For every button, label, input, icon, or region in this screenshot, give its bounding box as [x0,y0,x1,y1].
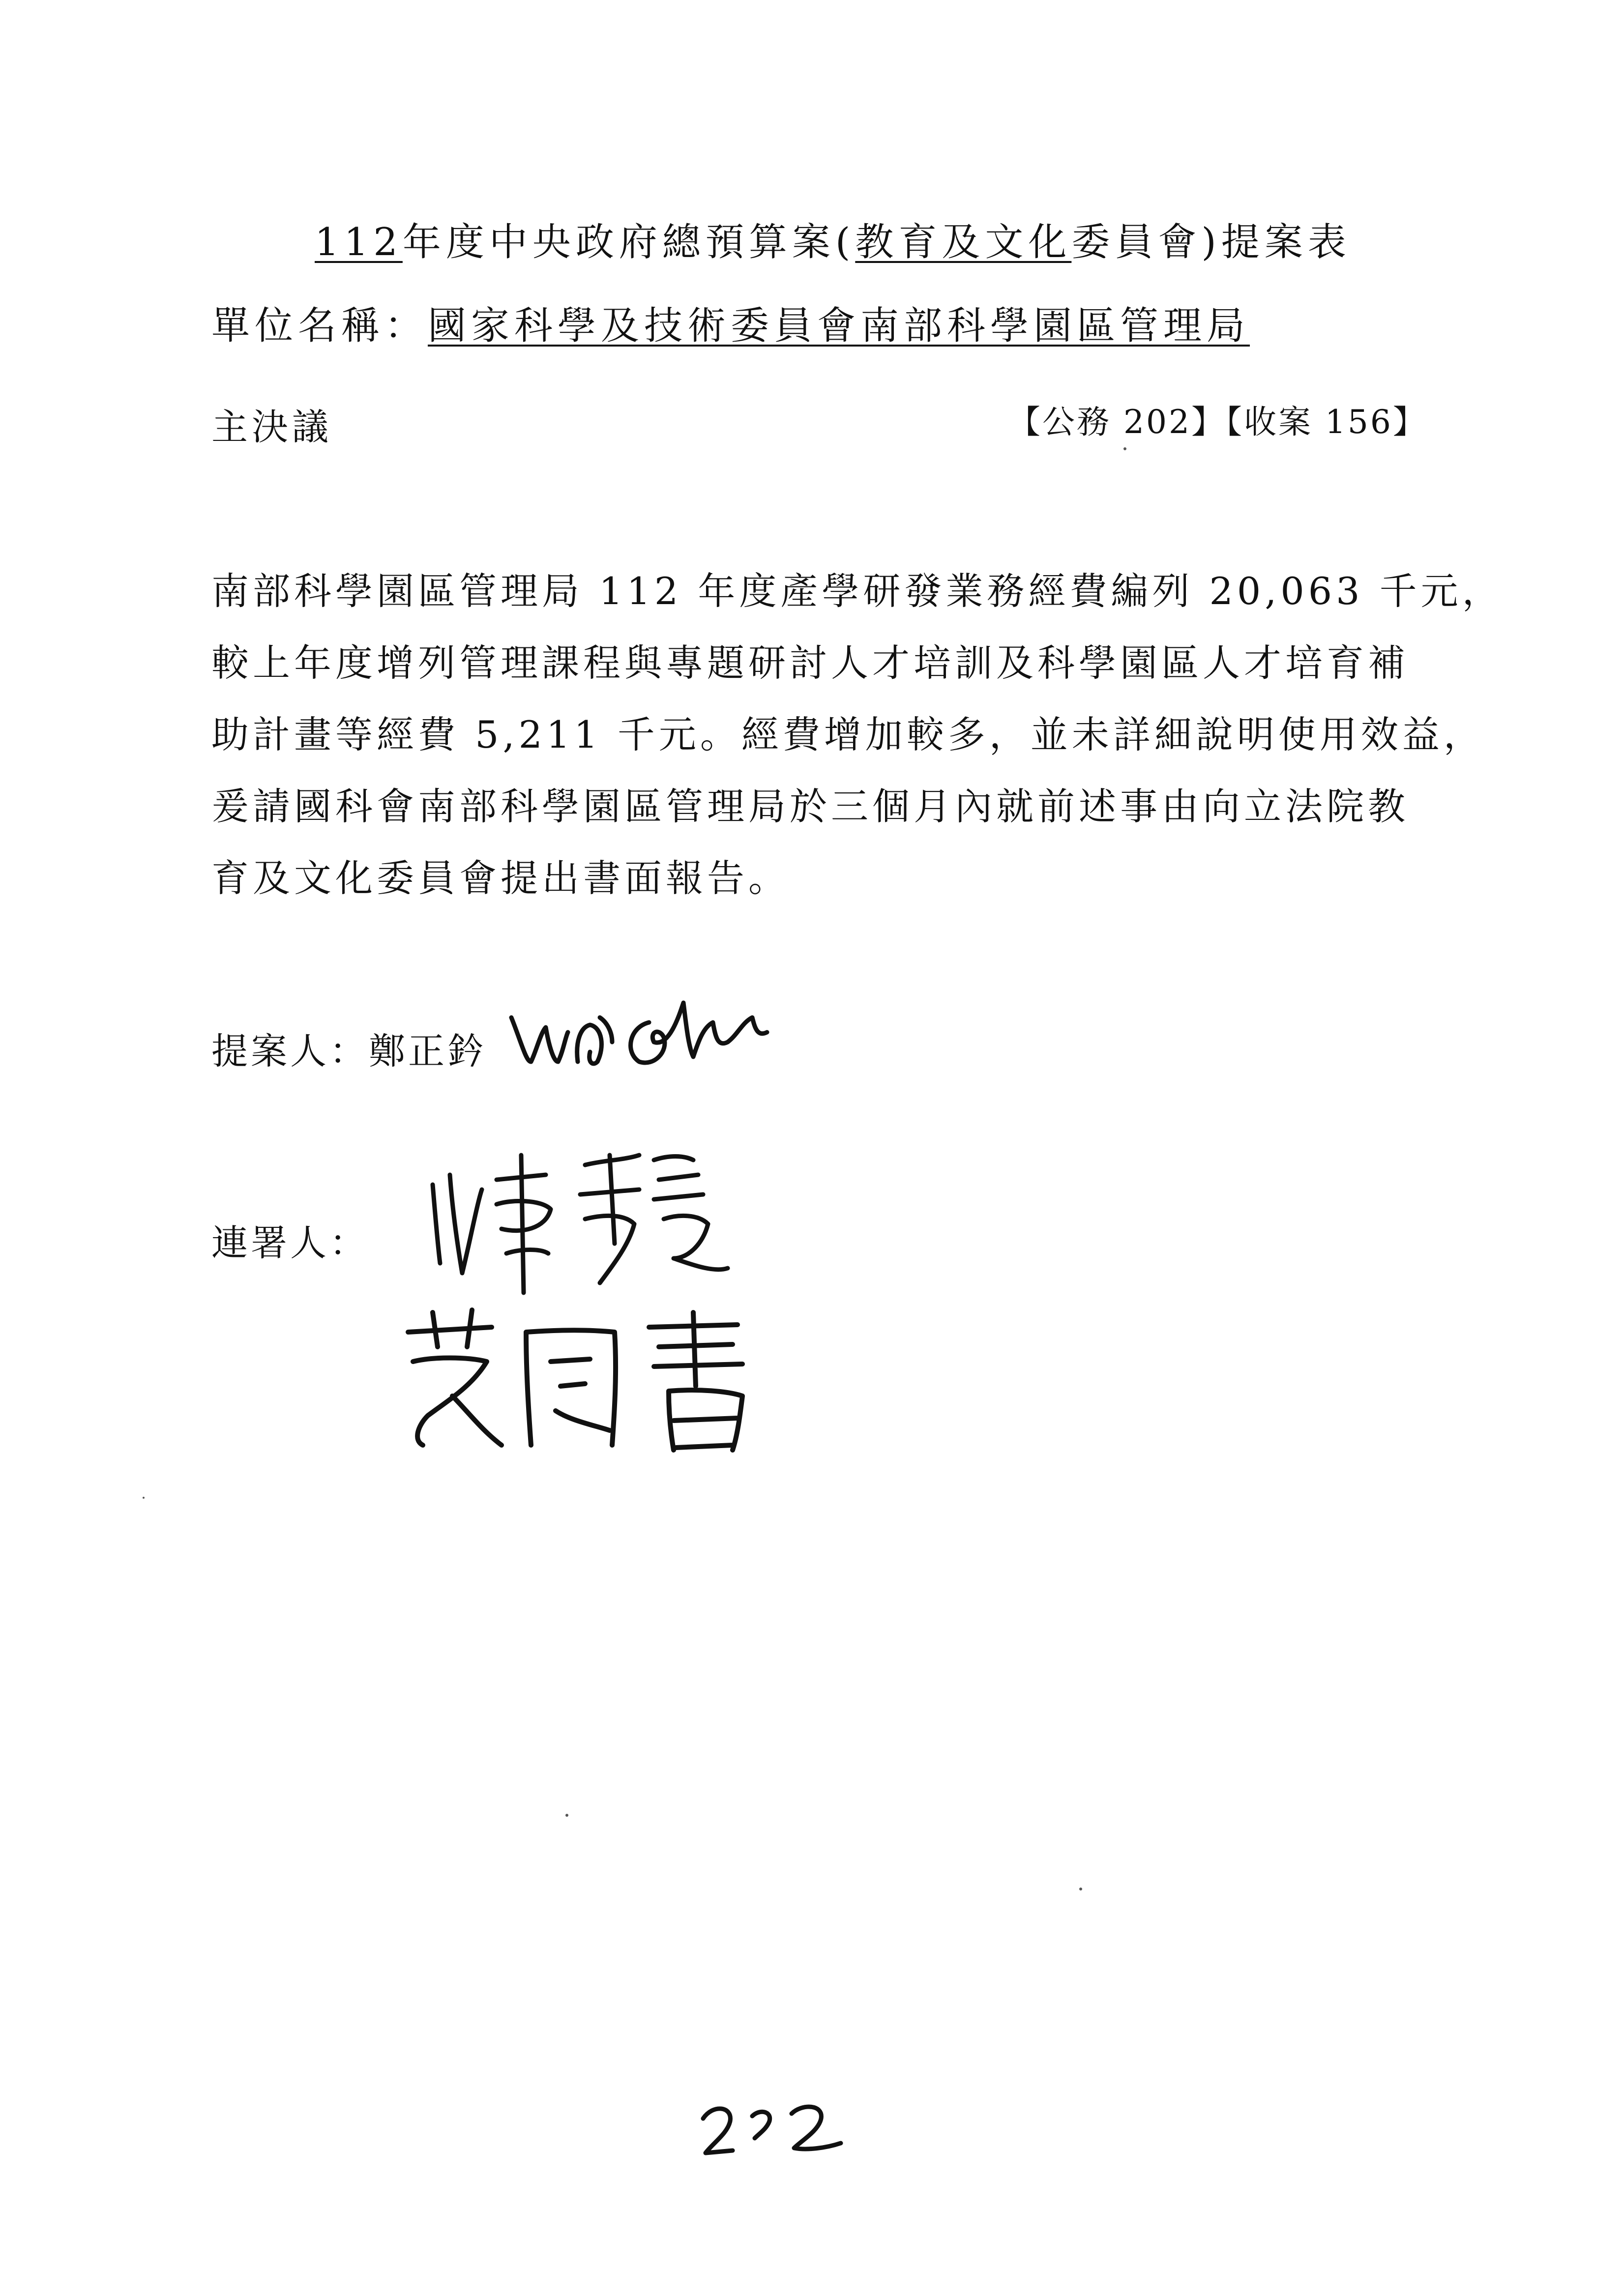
case-reference: 【公務 202】【收案 156】 [1008,403,1427,441]
title-middle: 年度中央政府總預算案( [402,220,856,264]
scan-speck [1079,1888,1082,1890]
title-year: 112 [315,220,403,264]
body-line: 南部科學園區管理局 112 年度產學研發業務經費編列 20,063 千元， [211,569,1504,613]
body-line: 助計畫等經費 5,211 千元。經費增加較多，並未詳細說明使用效益， [211,713,1485,756]
title-committee: 教育及文化 [855,220,1072,264]
body-line: 爰請國科會南部科學園區管理局於三個月內就前述事由向立法院教 [211,785,1409,828]
scan-speck [565,1814,568,1817]
title-end: 委員會)提案表 [1071,220,1351,264]
proposer-label: 提案人：鄭正鈐 [211,1030,487,1073]
body-line: 育及文化委員會提出書面報告。 [211,856,790,900]
body-line: 較上年度增列管理課程與專題研討人才培訓及科學園區人才培育補 [211,641,1409,685]
cosigner-label: 連署人： [211,1222,369,1264]
document-title [315,211,1351,266]
scan-speck [1123,447,1126,450]
motion-label: 主決議 [211,406,332,448]
handwritten-page-number [693,2094,851,2163]
unit-line [211,295,1250,350]
cosigner-signature [393,1303,767,1460]
cosigner-signature [423,1145,738,1308]
unit-name: 國家科學及技術委員會南部科學園區管理局 [428,304,1250,348]
unit-label: 單位名稱： [211,304,428,348]
proposer-signature [506,988,801,1076]
scan-speck [143,1497,145,1499]
motion-body [211,555,1504,914]
